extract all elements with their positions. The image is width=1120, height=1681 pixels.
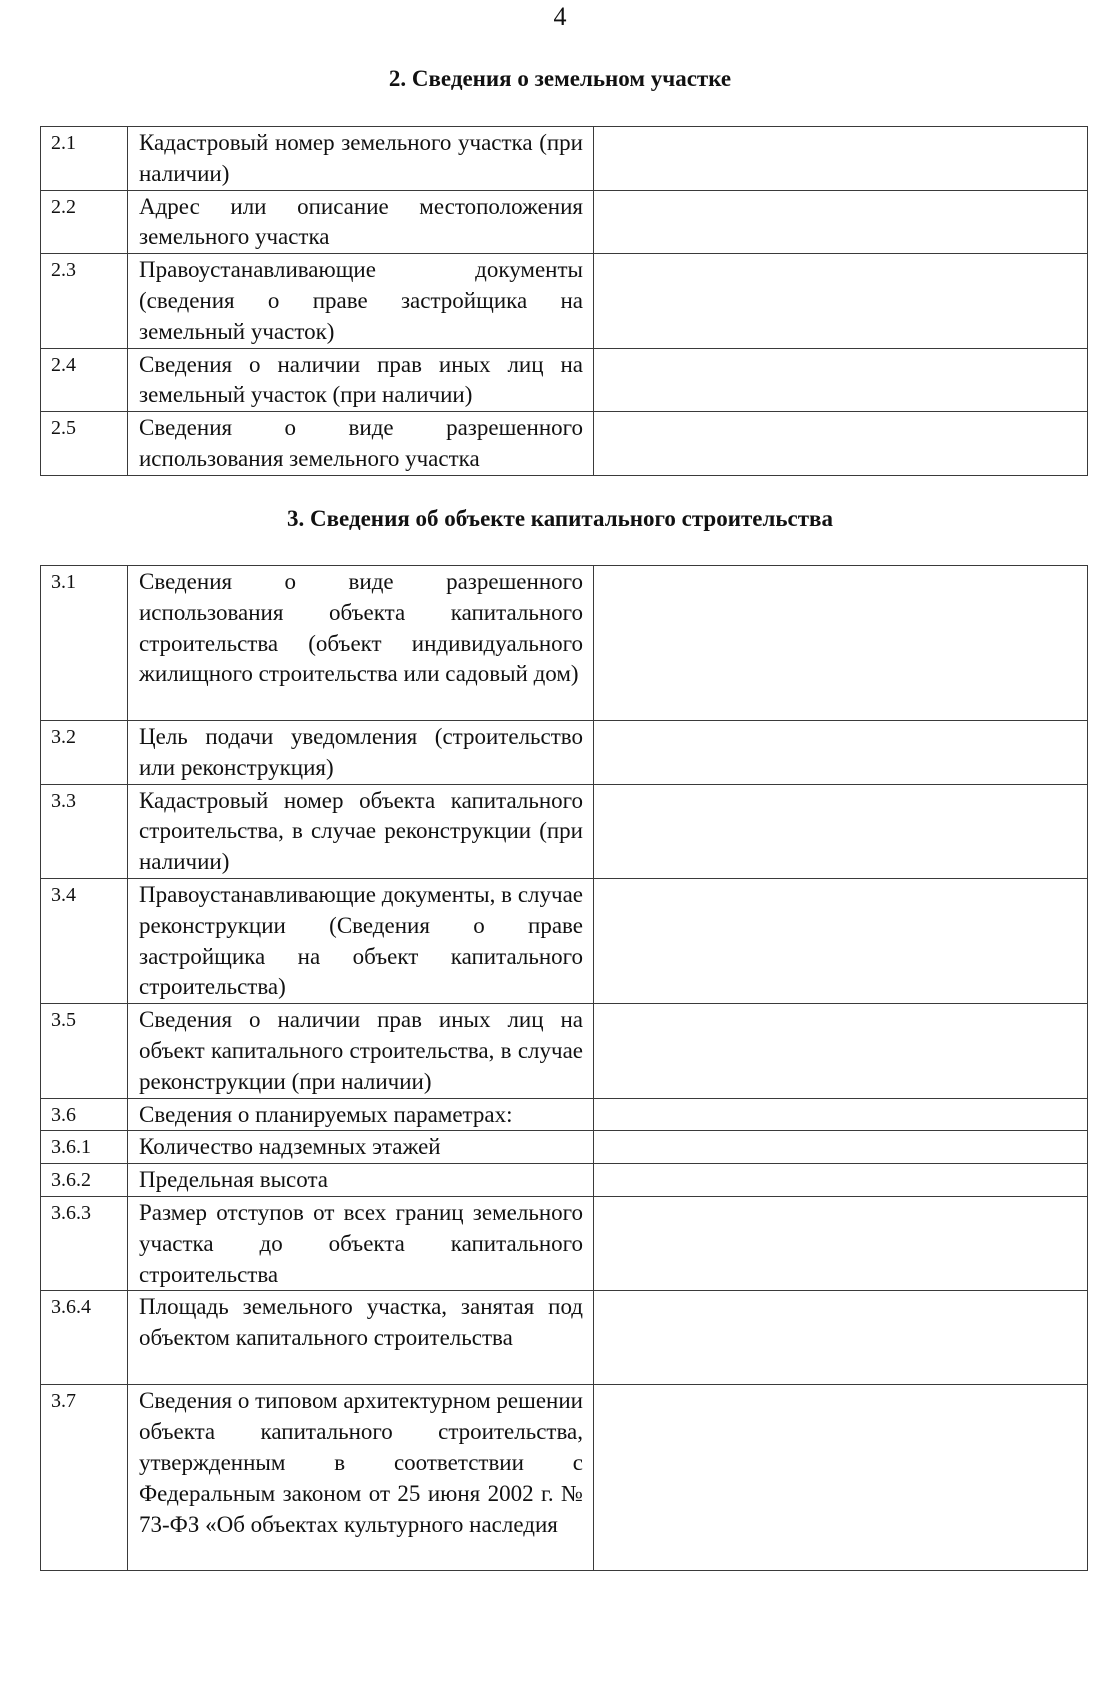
row-value-field[interactable] bbox=[594, 348, 1088, 412]
row-label: Сведения о типовом архитектурном решении объекта капитального строительства, утвержденным в соответствии с Федеральным законом от 25 июня 2002 г. № 73-ФЗ «Об объектах культурного наследия bbox=[128, 1385, 594, 1571]
row-number: 3.6 bbox=[41, 1098, 128, 1131]
row-label: Сведения о наличии прав иных лиц на объект капитального строительства, в случае реконструкции (при наличии) bbox=[128, 1004, 594, 1098]
row-label: Адрес или описание местоположения земельного участка bbox=[128, 190, 594, 254]
section-2-heading: 2. Сведения о земельном участке bbox=[388, 66, 732, 91]
row-label: Кадастровый номер объекта капитального строительства, в случае реконструкции (при наличии) bbox=[128, 784, 594, 878]
table-row bbox=[41, 1004, 1088, 1098]
table-row bbox=[41, 348, 1088, 412]
capital-construction-table bbox=[40, 565, 1088, 1571]
row-label: Сведения о планируемых параметрах: bbox=[128, 1098, 594, 1131]
table-row bbox=[41, 1098, 1088, 1131]
row-value-field[interactable] bbox=[594, 1196, 1088, 1290]
row-value-field[interactable] bbox=[594, 1004, 1088, 1098]
table-row bbox=[41, 1196, 1088, 1290]
table-row bbox=[41, 878, 1088, 1003]
row-number: 3.6.3 bbox=[41, 1196, 128, 1290]
row-label: Сведения о виде разрешенного использования земельного участка bbox=[128, 412, 594, 476]
row-value-field[interactable] bbox=[594, 1164, 1088, 1197]
row-label: Размер отступов от всех границ земельного участка до объекта капитального строительства bbox=[128, 1196, 594, 1290]
row-number: 3.5 bbox=[41, 1004, 128, 1098]
table-row bbox=[41, 566, 1088, 721]
row-number: 2.2 bbox=[41, 190, 128, 254]
row-value-field[interactable] bbox=[594, 566, 1088, 721]
row-number: 2.5 bbox=[41, 412, 128, 476]
row-value-field[interactable] bbox=[594, 1098, 1088, 1131]
row-value-field[interactable] bbox=[594, 412, 1088, 476]
row-number: 2.3 bbox=[41, 254, 128, 348]
table-row bbox=[41, 784, 1088, 878]
row-value-field[interactable] bbox=[594, 1291, 1088, 1385]
table-row bbox=[41, 1131, 1088, 1164]
row-number: 3.3 bbox=[41, 784, 128, 878]
row-number: 3.6.2 bbox=[41, 1164, 128, 1197]
row-value-field[interactable] bbox=[594, 721, 1088, 785]
row-label: Сведения о наличии прав иных лиц на земельный участок (при наличии) bbox=[128, 348, 594, 412]
table-row bbox=[41, 254, 1088, 348]
land-plot-table bbox=[40, 126, 1088, 476]
row-number: 3.6.4 bbox=[41, 1291, 128, 1385]
row-number: 3.1 bbox=[41, 566, 128, 721]
row-number: 3.6.1 bbox=[41, 1131, 128, 1164]
row-label: Правоустанавливающие документы (сведения о праве застройщика на земельный участок) bbox=[128, 254, 594, 348]
row-label: Цель подачи уведомления (строительство или реконструкция) bbox=[128, 721, 594, 785]
section-3-heading: 3. Сведения об объекте капитального строительства bbox=[287, 506, 833, 531]
table-row bbox=[41, 1385, 1088, 1571]
table-row bbox=[41, 127, 1088, 191]
row-value-field[interactable] bbox=[594, 254, 1088, 348]
row-number: 3.7 bbox=[41, 1385, 128, 1571]
table-row bbox=[41, 1164, 1088, 1197]
row-value-field[interactable] bbox=[594, 1385, 1088, 1571]
row-label: Предельная высота bbox=[128, 1164, 594, 1197]
page-number: 4 bbox=[553, 2, 567, 31]
row-label: Количество надземных этажей bbox=[128, 1131, 594, 1164]
table-row bbox=[41, 1291, 1088, 1385]
row-value-field[interactable] bbox=[594, 1131, 1088, 1164]
row-value-field[interactable] bbox=[594, 878, 1088, 1003]
table-row bbox=[41, 412, 1088, 476]
row-number: 3.4 bbox=[41, 878, 128, 1003]
row-value-field[interactable] bbox=[594, 190, 1088, 254]
row-number: 3.2 bbox=[41, 721, 128, 785]
row-label: Кадастровый номер земельного участка (при наличии) bbox=[128, 127, 594, 191]
table-row bbox=[41, 721, 1088, 785]
row-value-field[interactable] bbox=[594, 127, 1088, 191]
row-value-field[interactable] bbox=[594, 784, 1088, 878]
row-label: Сведения о виде разрешенного использования объекта капитального строительства (объект индивидуального жилищного строительства или садовый дом) bbox=[128, 566, 594, 721]
row-number: 2.1 bbox=[41, 127, 128, 191]
row-label: Площадь земельного участка, занятая под объектом капитального строительства bbox=[128, 1291, 594, 1385]
row-label: Правоустанавливающие документы, в случае реконструкции (Сведения о праве застройщика на объект капитального строительства) bbox=[128, 878, 594, 1003]
row-number: 2.4 bbox=[41, 348, 128, 412]
table-row bbox=[41, 190, 1088, 254]
